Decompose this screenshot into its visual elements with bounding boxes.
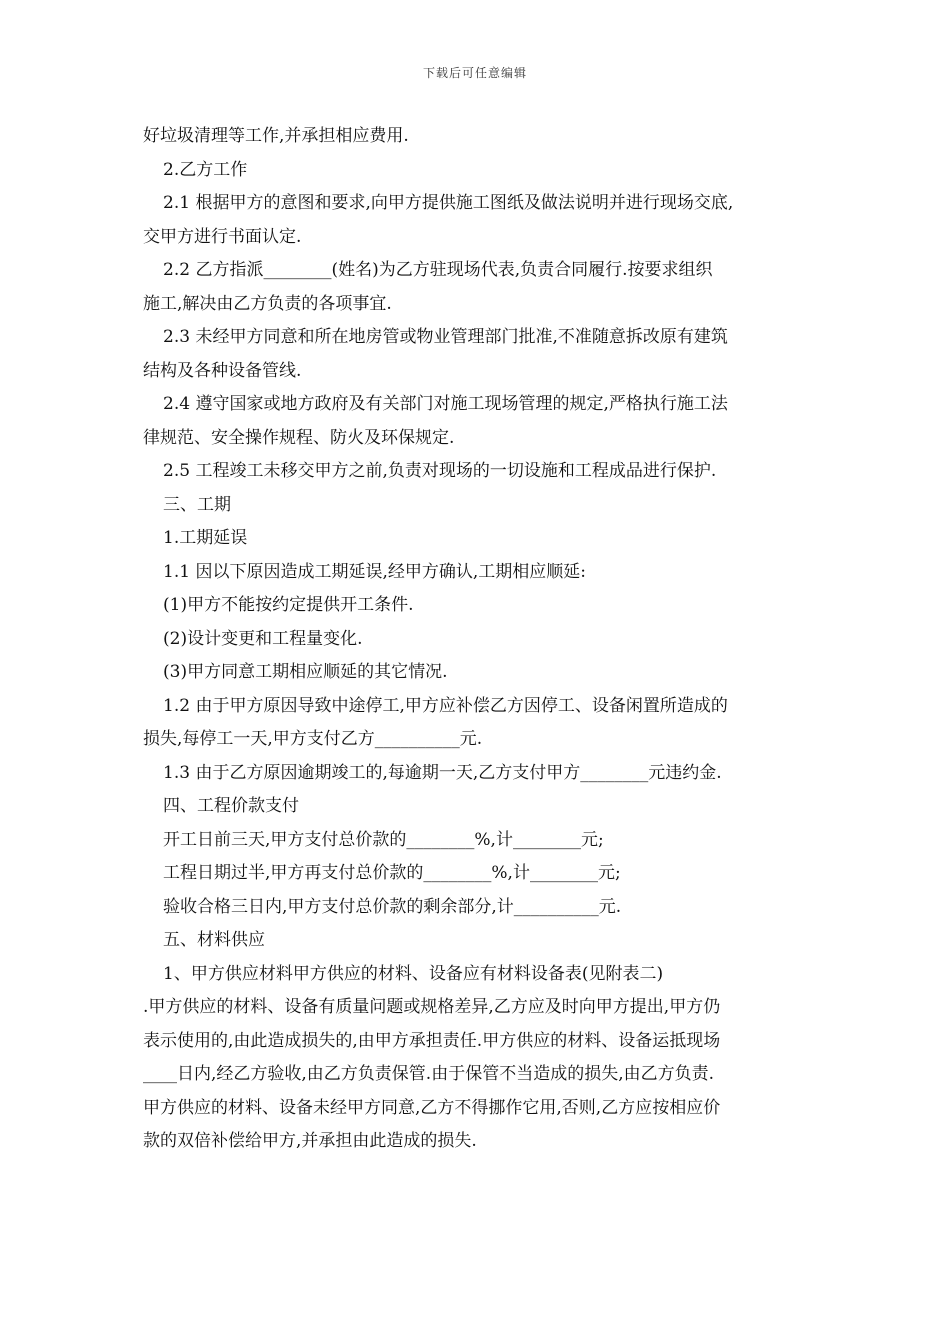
text-line: 1、甲方供应材料甲方供应的材料、设备应有材料设备表(见附表二) (163, 963, 664, 984)
text-line: 律规范、安全操作规程、防火及环保规定. (143, 427, 455, 448)
text-line: 1.2 由于甲方原因导致中途停工,甲方应补偿乙方因停工、设备闲置所造成的 (163, 695, 728, 716)
text-line: 工程日期过半,甲方再支付总价款的________%,计________元; (163, 863, 621, 883)
text-line: 2.2 乙方指派________(姓名)为乙方驻现场代表,负责合同履行.按要求组织 (163, 260, 713, 280)
text-line: 三、工期 (163, 494, 231, 515)
text-line: 验收合格三日内,甲方支付总价款的剩余部分,计__________元. (163, 896, 622, 917)
text-line: (1)甲方不能按约定提供开工条件. (163, 595, 414, 615)
text-line: 好垃圾清理等工作,并承担相应费用. (143, 126, 409, 146)
text-line: 2.1 根据甲方的意图和要求,向甲方提供施工图纸及做法说明并进行现场交底, (163, 193, 734, 213)
text-line: 表示使用的,由此造成损失的,由甲方承担责任.甲方供应的材料、设备运抵现场 (143, 1030, 721, 1051)
text-line: 2.3 未经甲方同意和所在地房管或物业管理部门批准,不准随意拆改原有建筑 (163, 327, 728, 347)
text-line: 2.乙方工作 (163, 159, 248, 180)
text-line: 1.3 由于乙方原因逾期竣工的,每逾期一天,乙方支付甲方________元违约金. (163, 762, 722, 783)
document-body (143, 120, 813, 1159)
text-line: 款的双倍补偿给甲方,并承担由此造成的损失. (143, 1131, 477, 1151)
text-line: 1.1 因以下原因造成工期延误,经甲方确认,工期相应顺延: (163, 561, 586, 582)
text-line: (3)甲方同意工期相应顺延的其它情况. (163, 662, 448, 682)
text-line: .甲方供应的材料、设备有质量问题或规格差异,乙方应及时向甲方提出,甲方仍 (143, 997, 721, 1017)
text-line: 损失,每停工一天,甲方支付乙方__________元. (143, 729, 483, 749)
page-header: 下载后可任意编辑 (422, 66, 527, 80)
text-line: 四、工程价款支付 (163, 796, 299, 816)
text-line: 2.5 工程竣工未移交甲方之前,负责对现场的一切设施和工程成品进行保护. (163, 461, 717, 481)
text-line: 甲方供应的材料、设备未经甲方同意,乙方不得挪作它用,否则,乙方应按相应价 (143, 1097, 721, 1118)
text-line: 五、材料供应 (163, 930, 265, 950)
text-line: (2)设计变更和工程量变化. (163, 628, 363, 649)
text-line: 开工日前三天,甲方支付总价款的________%,计________元; (163, 829, 604, 850)
text-line: ____日内,经乙方验收,由乙方负责保管.由于保管不当造成的损失,由乙方负责. (143, 1064, 715, 1084)
text-line: 1.工期延误 (163, 528, 248, 548)
text-line: 交甲方进行书面认定. (143, 226, 302, 247)
text-line: 2.4 遵守国家或地方政府及有关部门对施工现场管理的规定,严格执行施工法 (163, 394, 728, 414)
text-line: 结构及各种设备管线. (143, 360, 302, 381)
text-line: 施工,解决由乙方负责的各项事宜. (143, 293, 392, 314)
